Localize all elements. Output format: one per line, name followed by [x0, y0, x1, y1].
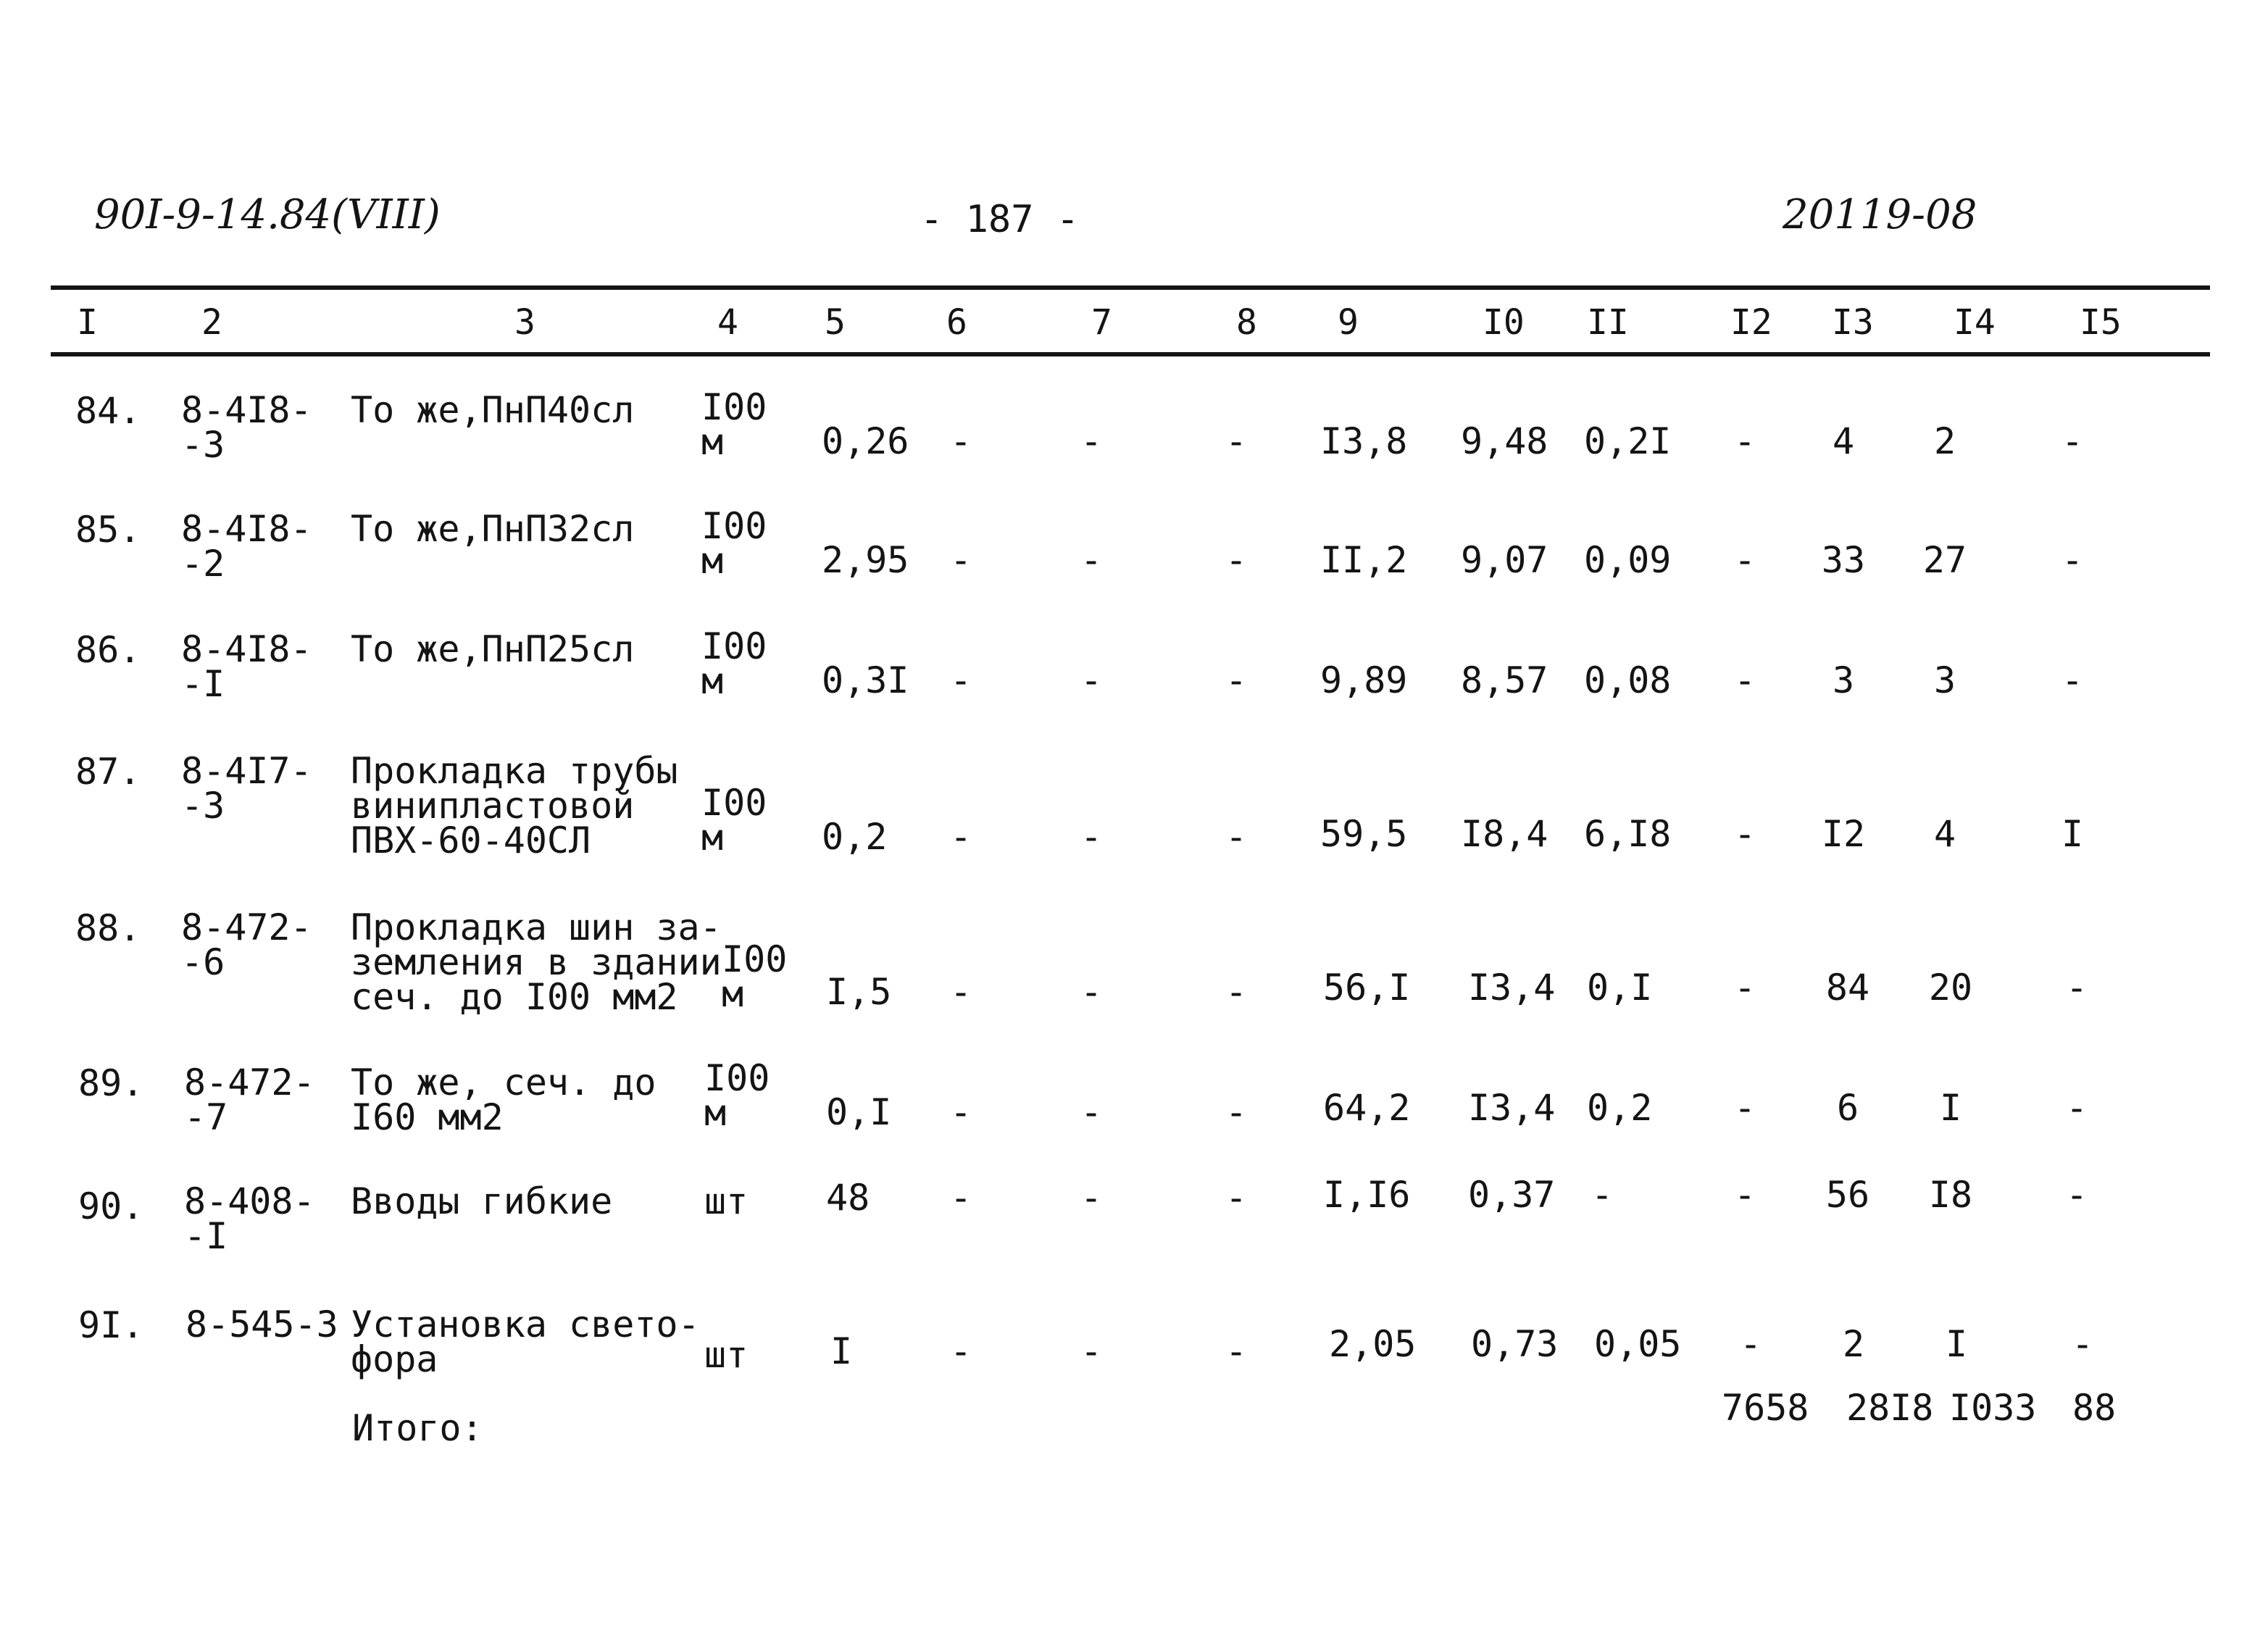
row-col13: 33 [1821, 539, 1866, 581]
row-col7: - [1080, 1091, 1103, 1133]
row-code: 8-4I8- -3 [181, 389, 312, 466]
row-code: 8-472- -7 [184, 1061, 315, 1138]
row-col9: I,I6 [1323, 1174, 1411, 1216]
row-col14: 27 [1922, 539, 1967, 581]
row-col12: - [1733, 659, 1756, 701]
row-col8: - [1225, 1091, 1248, 1133]
row-col11: 0,05 [1594, 1323, 1682, 1365]
row-description: То же,ПнП40сл [351, 389, 635, 431]
document-reference: 20119-08 [1783, 191, 1977, 238]
row-number: 86. [75, 629, 141, 671]
row-col10: 9,07 [1461, 539, 1548, 581]
row-col13: 4 [1832, 420, 1855, 462]
col-header-15: I5 [2080, 302, 2122, 343]
row-col5: 48 [826, 1177, 870, 1219]
row-col13: 3 [1832, 659, 1855, 701]
row-col8: - [1225, 1177, 1248, 1219]
col-header-9: 9 [1338, 302, 1359, 343]
row-col12: - [1733, 967, 1756, 1009]
row-col6: - [949, 420, 972, 462]
row-col11: 0,2 [1587, 1087, 1653, 1129]
row-col13: 84 [1825, 967, 1870, 1009]
total-col13: 28I8 [1846, 1387, 1934, 1429]
row-col9: 56,I [1323, 967, 1411, 1009]
row-col12: - [1739, 1323, 1762, 1365]
row-unit: I00 м [704, 1057, 770, 1134]
row-col5: 0,I [826, 1091, 892, 1133]
row-unit: I00 м [701, 386, 767, 463]
row-col5: 2,95 [822, 539, 909, 581]
row-col6: - [949, 816, 972, 858]
row-col6: - [949, 539, 972, 581]
row-description: То же, сеч. до I60 мм2 [351, 1061, 656, 1138]
total-col12: 7658 [1722, 1387, 1809, 1429]
row-col10: 0,73 [1471, 1323, 1559, 1365]
row-col11: 0,08 [1584, 659, 1672, 701]
row-col9: I3,8 [1320, 420, 1408, 462]
row-col10: 8,57 [1461, 659, 1548, 701]
row-unit: шт [704, 1180, 749, 1222]
total-col14: I033 [1949, 1387, 2037, 1429]
row-col5: I,5 [826, 971, 892, 1013]
row-unit: I00 м [701, 782, 767, 859]
row-col12: - [1733, 1087, 1756, 1129]
row-col7: - [1080, 971, 1103, 1013]
col-header-11: II [1587, 302, 1629, 343]
row-description: Установка свето- фора [351, 1303, 700, 1380]
row-col5: 0,26 [822, 420, 909, 462]
row-code: 8-472- -6 [181, 906, 312, 983]
row-col12: - [1733, 420, 1756, 462]
row-col6: - [949, 971, 972, 1013]
row-code: 8-545-3 [185, 1303, 338, 1346]
row-code: 8-4I8- -I [181, 628, 312, 705]
row-col12: - [1733, 1174, 1756, 1216]
row-col11: 0,I [1587, 967, 1653, 1009]
row-description: То же,ПнП32сл [351, 508, 635, 550]
row-unit: I00 м [722, 938, 788, 1015]
row-col15: - [2071, 1323, 2094, 1365]
col-header-5: 5 [825, 302, 846, 343]
row-col15: - [2065, 1174, 2088, 1216]
col-header-13: I3 [1832, 302, 1874, 343]
header-bottom-rule [51, 352, 2210, 356]
row-col11: 0,09 [1584, 539, 1672, 581]
row-col15: - [2061, 420, 2084, 462]
row-col11: 0,2I [1584, 420, 1672, 462]
row-col12: - [1733, 539, 1756, 581]
row-description: Прокладка трубы винипластовой ПВХ-60-40СЛ [351, 750, 678, 862]
row-col15: - [2065, 967, 2088, 1009]
row-col5: 0,2 [822, 816, 888, 858]
row-col6: - [949, 1330, 972, 1372]
row-number: 87. [75, 751, 141, 793]
col-header-10: I0 [1483, 302, 1525, 343]
row-col13: I2 [1821, 813, 1866, 855]
row-code: 8-4I8- -2 [181, 508, 312, 585]
row-unit: шт [704, 1334, 749, 1376]
col-header-14: I4 [1954, 302, 1996, 343]
row-col7: - [1080, 539, 1103, 581]
row-number: 88. [75, 907, 141, 949]
row-col14: 4 [1933, 813, 1956, 855]
row-col13: 56 [1825, 1174, 1870, 1216]
total-col15: 88 [2072, 1387, 2117, 1429]
row-col8: - [1225, 816, 1248, 858]
col-header-6: 6 [946, 302, 967, 343]
top-rule [51, 285, 2210, 290]
row-col15: - [2061, 539, 2084, 581]
row-col10: 0,37 [1468, 1174, 1556, 1216]
row-col8: - [1225, 420, 1248, 462]
col-header-8: 8 [1236, 302, 1257, 343]
document-code: 90I-9-14.84(VIII) [94, 191, 441, 238]
row-col14: 3 [1933, 659, 1956, 701]
row-col9: 59,5 [1320, 813, 1408, 855]
row-col7: - [1080, 816, 1103, 858]
row-col6: - [949, 1091, 972, 1133]
col-header-2: 2 [201, 302, 222, 343]
page-number: - 187 - [920, 198, 1080, 241]
row-col7: - [1080, 420, 1103, 462]
row-col8: - [1225, 659, 1248, 701]
col-header-4: 4 [717, 302, 738, 343]
row-col14: I [1945, 1323, 1968, 1365]
row-number: 90. [78, 1185, 144, 1227]
row-col7: - [1080, 1330, 1103, 1372]
row-col10: 9,48 [1461, 420, 1548, 462]
row-number: 89. [78, 1062, 144, 1104]
row-description: То же,ПнП25сл [351, 628, 635, 670]
row-number: 84. [75, 390, 141, 432]
row-col13: 2 [1842, 1323, 1865, 1365]
row-col15: - [2065, 1087, 2088, 1129]
row-col7: - [1080, 659, 1103, 701]
row-description: Вводы гибкие [351, 1180, 613, 1222]
row-col9: II,2 [1320, 539, 1408, 581]
row-description: Прокладка шин за- земления в здании сеч. до I00 мм2 [351, 906, 722, 1018]
row-col7: - [1080, 1177, 1103, 1219]
row-col9: 64,2 [1323, 1087, 1411, 1129]
row-number: 85. [75, 509, 141, 551]
row-col12: - [1733, 813, 1756, 855]
row-col9: 9,89 [1320, 659, 1408, 701]
col-header-3: 3 [514, 302, 535, 343]
row-col14: 2 [1933, 420, 1956, 462]
row-col6: - [949, 659, 972, 701]
row-col5: I [830, 1330, 853, 1372]
row-col11: - [1591, 1174, 1614, 1216]
row-col6: - [949, 1177, 972, 1219]
row-col10: I8,4 [1461, 813, 1548, 855]
row-col11: 6,I8 [1584, 813, 1672, 855]
row-col9: 2,05 [1329, 1323, 1417, 1365]
row-col8: - [1225, 971, 1248, 1013]
row-col14: 20 [1928, 967, 1973, 1009]
row-col14: I [1939, 1087, 1962, 1129]
row-unit: I00 м [701, 505, 767, 582]
row-col8: - [1225, 539, 1248, 581]
row-col14: I8 [1928, 1174, 1973, 1216]
row-code: 8-4I7- -3 [181, 750, 312, 827]
totals-label: Итого: [352, 1407, 483, 1449]
row-col15: - [2061, 659, 2084, 701]
row-col15: I [2061, 813, 2084, 855]
col-header-7: 7 [1091, 302, 1112, 343]
row-unit: I00 м [701, 625, 767, 702]
row-number: 9I. [78, 1304, 144, 1346]
row-col5: 0,3I [822, 659, 909, 701]
col-header-12: I2 [1730, 302, 1772, 343]
row-col10: I3,4 [1468, 967, 1556, 1009]
row-col13: 6 [1836, 1087, 1859, 1129]
col-header-1: I [77, 302, 98, 343]
row-col8: - [1225, 1330, 1248, 1372]
row-code: 8-408- -I [184, 1180, 315, 1257]
row-col10: I3,4 [1468, 1087, 1556, 1129]
